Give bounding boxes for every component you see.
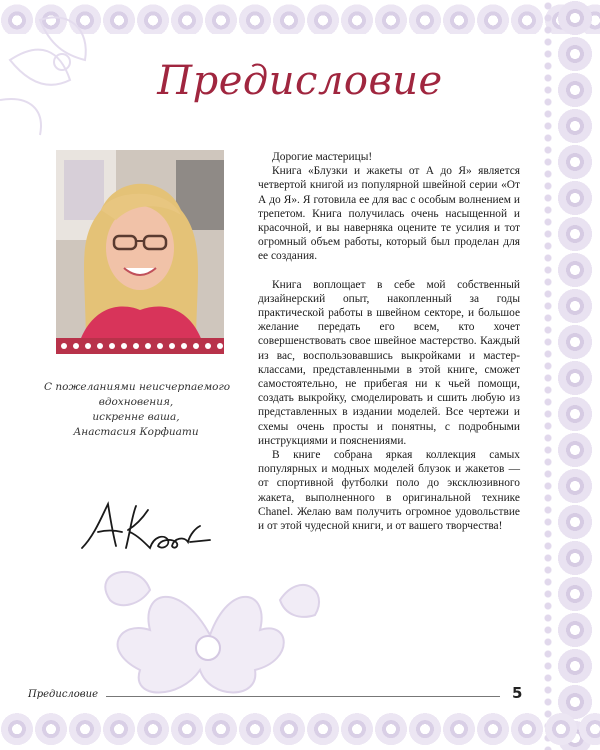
author-photo <box>56 150 224 354</box>
page-number: 5 <box>512 684 523 702</box>
floral-ornament-bottom <box>80 560 340 710</box>
closing-dedication <box>44 380 231 440</box>
author-portrait-icon <box>56 150 224 354</box>
lace-border-right-inner <box>542 0 554 750</box>
closing-line: искренне ваша, <box>92 411 180 423</box>
page-title: Предисловие <box>157 58 443 104</box>
lace-border-bottom <box>0 712 600 750</box>
closing-line: С пожеланиями неисчерпаемого <box>44 381 231 393</box>
body-paragraph: Книга «Блузки и жакеты от А до Я» является четвертой книгой из популярной швейной серии «От А до Я». Я готовила ее для вас с особым волнением и трепетом. Книга получилась очень насыщенной и красочной, и вы наверняка оцените те усилия и тот огромный объем работы, который был проделан для ее создания. <box>258 165 520 263</box>
footer-divider <box>106 696 500 697</box>
body-paragraph: Дорогие мастерицы! <box>272 151 373 163</box>
closing-line: Анастасия Корфиати <box>73 426 199 438</box>
foreword-body <box>258 150 520 533</box>
author-signature <box>78 496 218 556</box>
closing-line: вдохновения, <box>98 396 174 408</box>
body-paragraph: В книге собрана яркая коллекция самых популярных и модных моделей блузок и жакетов — от спортивной футболки поло до эксклюзивного жакета, выполненного в оригинальной технике Chanel. Желаю вам получить огромное удовольствие и от этой чудесной книги, и от вашего творчества! <box>258 449 520 533</box>
footer-section-title: Предисловие <box>28 689 98 700</box>
lace-border-right <box>550 0 600 750</box>
body-paragraph: Книга воплощает в себе мой собственный дизайнерский опыт, накопленный за годы практической работы в швейном секторе, и большое желание передать его всем, кто хочет совершенствовать свое швейное мастерство. Каждый из вас, воспользовавшись выкройками и мастер-классами, представленными в этой книге, сможет самостоятельно, не прибегая ни к чьей помощи, создать выкройку, смоделировать и сшить любую из представленных в издании моделей. Все чертежи и схемы очень просты и понятны, с подробными инструкциями и пояснениями. <box>258 278 520 447</box>
